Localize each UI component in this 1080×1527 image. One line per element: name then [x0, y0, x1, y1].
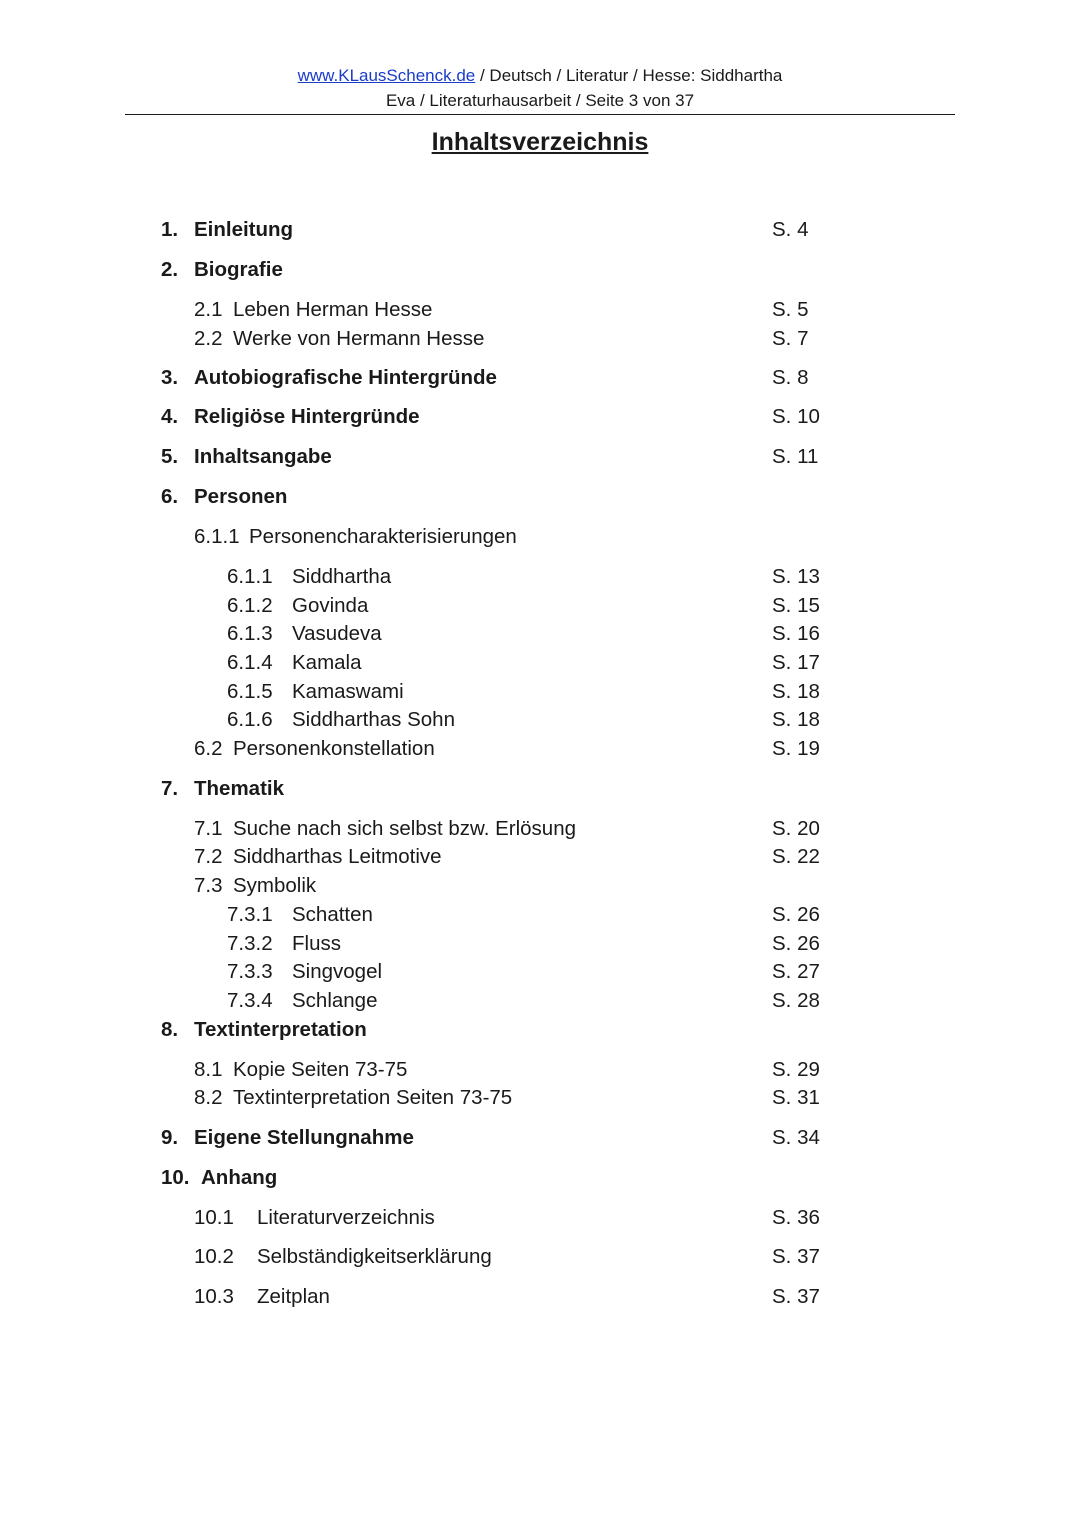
toc-entry [0, 1204, 1080, 1232]
toc-entry [0, 735, 1080, 763]
toc-label: Kopie Seiten 73-75 [233, 1058, 408, 1081]
toc-entry [0, 1056, 1080, 1084]
toc-label: Zeitplan [257, 1285, 330, 1308]
toc-entry [0, 1164, 1080, 1192]
toc-number: 7.2 [194, 845, 223, 868]
toc-label: Einleitung [194, 218, 294, 241]
toc-label: Schlange [292, 989, 378, 1012]
toc-number: 6.2 [194, 737, 223, 760]
toc-label: Inhaltsangabe [194, 445, 332, 468]
toc-number: 7.3.3 [227, 960, 273, 983]
site-link[interactable]: www.KLausSchenck.de [297, 66, 476, 85]
toc-page: S. 28 [772, 989, 820, 1012]
toc-entry [0, 775, 1080, 803]
toc-number: 9. [161, 1126, 179, 1149]
toc-label: Siddharthas Sohn [292, 708, 455, 731]
toc-label: Symbolik [233, 874, 317, 897]
toc-number: 7.3 [194, 874, 223, 897]
toc-page: S. 22 [772, 845, 820, 868]
toc-number: 7. [161, 777, 179, 800]
toc-number: 8.1 [194, 1058, 223, 1081]
toc-label: Anhang [201, 1166, 278, 1189]
toc-entry [0, 1084, 1080, 1112]
toc-number: 1. [161, 218, 179, 241]
toc-page: S. 16 [772, 622, 820, 645]
toc-entry [0, 987, 1080, 1015]
toc-entry [0, 563, 1080, 591]
toc-entry [0, 872, 1080, 900]
toc-page: S. 13 [772, 565, 820, 588]
toc-entry [0, 592, 1080, 620]
toc-entry [0, 296, 1080, 324]
toc-entry [0, 678, 1080, 706]
toc-label: Biografie [194, 258, 283, 281]
toc-number: 6.1.5 [227, 680, 273, 703]
toc-label: Religiöse Hintergründe [194, 405, 420, 428]
toc-entry [0, 930, 1080, 958]
toc-label: Textinterpretation [194, 1018, 367, 1041]
toc-number: 4. [161, 405, 179, 428]
toc-page: S. 18 [772, 708, 820, 731]
toc-page: S. 18 [772, 680, 820, 703]
toc-entry [0, 620, 1080, 648]
toc-page: S. 19 [772, 737, 820, 760]
toc-label: Personen [194, 485, 288, 508]
toc-page: S. 26 [772, 932, 820, 955]
toc-entry [0, 1016, 1080, 1044]
toc-label: Autobiografische Hintergründe [194, 366, 497, 389]
toc-entry [0, 958, 1080, 986]
toc-label: Vasudeva [292, 622, 382, 645]
toc-page: S. 26 [772, 903, 820, 926]
toc-number: 7.3.4 [227, 989, 273, 1012]
toc-entry [0, 256, 1080, 284]
toc-number: 10.2 [194, 1245, 234, 1268]
toc-label: Textinterpretation Seiten 73-75 [233, 1086, 513, 1109]
toc-number: 10.1 [194, 1206, 234, 1229]
toc-number: 6.1.3 [227, 622, 273, 645]
toc-entry [0, 325, 1080, 353]
toc-number: 7.1 [194, 817, 223, 840]
toc-number: 7.3.2 [227, 932, 273, 955]
toc-label: Kamala [292, 651, 362, 674]
toc-label: Siddhartha [292, 565, 392, 588]
toc-entry [0, 443, 1080, 471]
toc-number: 6.1.6 [227, 708, 273, 731]
toc-page: S. 36 [772, 1206, 820, 1229]
toc-entry [0, 815, 1080, 843]
header-divider [125, 114, 955, 115]
toc-label: Leben Herman Hesse [233, 298, 433, 321]
toc-entry [0, 843, 1080, 871]
toc-number: 6.1.2 [227, 594, 273, 617]
toc-entry [0, 901, 1080, 929]
page-title: Inhaltsverzeichnis [431, 128, 649, 156]
toc-entry [0, 403, 1080, 431]
toc-number: 6.1.1 [227, 565, 273, 588]
toc-number: 10. [161, 1166, 190, 1189]
toc-label: Thematik [194, 777, 284, 800]
toc-label: Selbständigkeitserklärung [257, 1245, 492, 1268]
toc-page: S. 10 [772, 405, 820, 428]
toc-page: S. 20 [772, 817, 820, 840]
toc-label: Kamaswami [292, 680, 404, 703]
toc-page: S. 8 [772, 366, 809, 389]
toc-entry [0, 1243, 1080, 1271]
toc-label: Literaturverzeichnis [257, 1206, 435, 1229]
toc-page: S. 31 [772, 1086, 820, 1109]
toc-number: 6.1.1 [194, 525, 240, 548]
toc-page: S. 15 [772, 594, 820, 617]
toc-page: S. 17 [772, 651, 820, 674]
toc-number: 2.1 [194, 298, 223, 321]
toc-page: S. 11 [772, 445, 819, 468]
toc-page: S. 5 [772, 298, 809, 321]
toc-entry [0, 649, 1080, 677]
toc-label: Personencharakterisierungen [249, 525, 517, 548]
toc-number: 6. [161, 485, 179, 508]
toc-number: 8.2 [194, 1086, 223, 1109]
toc-number: 6.1.4 [227, 651, 273, 674]
toc-label: Govinda [292, 594, 369, 617]
toc-page: S. 37 [772, 1285, 820, 1308]
toc-label: Singvogel [292, 960, 383, 983]
toc-label: Werke von Hermann Hesse [233, 327, 485, 350]
toc-number: 10.3 [194, 1285, 234, 1308]
toc-entry [0, 483, 1080, 511]
header-path: / Deutsch / Literatur / Hesse: Siddhartha [475, 66, 783, 85]
toc-label: Suche nach sich selbst bzw. Erlösung [233, 817, 576, 840]
toc-entry [0, 1124, 1080, 1152]
header-line-1 [0, 66, 1080, 86]
toc-label: Fluss [292, 932, 341, 955]
toc-label: Personenkonstellation [233, 737, 435, 760]
toc-entry [0, 523, 1080, 551]
toc-page: S. 7 [772, 327, 809, 350]
toc-entry [0, 706, 1080, 734]
toc-page: S. 37 [772, 1245, 820, 1268]
header-line-2: Eva / Literaturhausarbeit / Seite 3 von 37 [385, 91, 695, 110]
toc-number: 5. [161, 445, 179, 468]
toc-number: 2. [161, 258, 179, 281]
toc-number: 3. [161, 366, 179, 389]
toc-number: 8. [161, 1018, 179, 1041]
toc-entry [0, 1283, 1080, 1311]
toc-label: Siddharthas Leitmotive [233, 845, 442, 868]
toc-page: S. 4 [772, 218, 809, 241]
toc-entry [0, 216, 1080, 244]
toc-number: 2.2 [194, 327, 223, 350]
toc-number: 7.3.1 [227, 903, 273, 926]
toc-page: S. 34 [772, 1126, 820, 1149]
toc-label: Eigene Stellungnahme [194, 1126, 414, 1149]
toc-entry [0, 364, 1080, 392]
toc-page: S. 29 [772, 1058, 820, 1081]
toc-label: Schatten [292, 903, 373, 926]
toc-page: S. 27 [772, 960, 820, 983]
